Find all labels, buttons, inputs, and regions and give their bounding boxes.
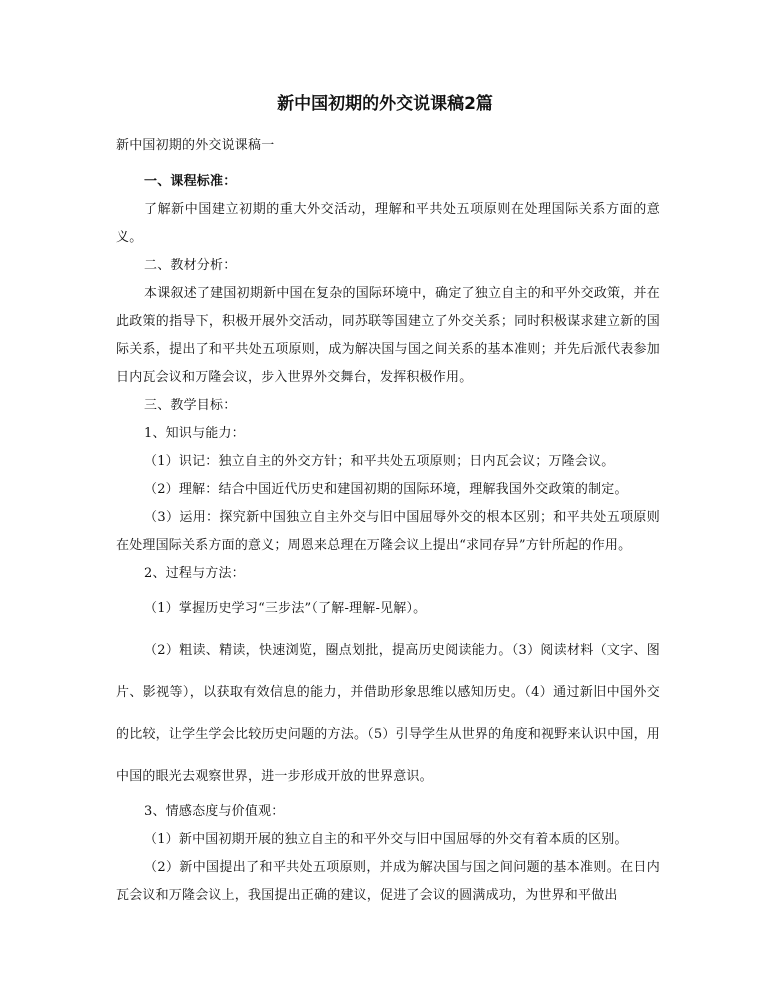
- paragraph-curriculum-standard: 了解新中国建立初期的重大外交活动，理解和平共处五项原则在处理国际关系方面的意义。: [116, 202, 660, 245]
- list-item-emotion-1: （1）新中国初期开展的独立自主的和平外交与旧中国屈辱的外交有着本质的区别。: [144, 832, 628, 847]
- list-item-knowledge-3: （3）运用：探究新中国独立自主外交与旧中国屈辱外交的根本区别；和平共处五项原则在处理国际关系方面的意义；周恩来总理在万隆会议上提出“求同存异”方针所起的作用。: [116, 510, 660, 553]
- subheading-knowledge-ability: 1、知识与能力：: [144, 426, 245, 441]
- document-title: 新中国初期的外交说课稿2篇: [277, 94, 493, 114]
- list-item-knowledge-2: （2）理解：结合中国近代历史和建国初期的国际环境，理解我国外交政策的制定。: [144, 482, 628, 497]
- section-heading-teaching-goals: 三、教学目标：: [144, 398, 237, 413]
- document-subtitle: 新中国初期的外交说课稿一: [116, 138, 275, 153]
- section-heading-curriculum-standard: 一、课程标准：: [144, 174, 237, 189]
- list-item-emotion-2: （2）新中国提出了和平共处五项原则，并成为解决国与国之间问题的基本准则。在日内瓦会议和万隆会议上，我国提出正确的建议，促进了会议的圆满成功，为世界和平做出: [116, 860, 660, 903]
- list-item-process-2: （2）粗读、精读，快速浏览，圈点划批，提高历史阅读能力。（3）阅读材料（文字、图片、影视等），以获取有效信息的能力，并借助形象思维以感知历史。（4）通过新旧中国外交的比较，让学生学会比较历史问题的方法。（5）引导学生从世界的角度和视野来认识中国，用中国的眼光去观察世界，进一步形成开放的世界意识。: [116, 643, 660, 784]
- list-item-process-1: （1）掌握历史学习“三步法”（了解-理解-见解）。: [144, 601, 427, 616]
- section-heading-textbook-analysis: 二、教材分析：: [144, 258, 237, 273]
- paragraph-textbook-analysis: 本课叙述了建国初期新中国在复杂的国际环境中，确定了独立自主的和平外交政策，并在此政策的指导下，积极开展外交活动，同苏联等国建立了外交关系；同时积极谋求建立新的国际关系，提出了和平共处五项原则，成为解决国与国之间关系的基本准则；并先后派代表参加日内瓦会议和万隆会议，步入世界外交舞台，发挥积极作用。: [116, 286, 660, 385]
- subheading-process-method: 2、过程与方法：: [144, 566, 245, 581]
- list-item-knowledge-1: （1）识记：独立自主的外交方针；和平共处五项原则；日内瓦会议；万隆会议。: [144, 454, 615, 469]
- subheading-emotion-values: 3、情感态度与价值观：: [144, 804, 285, 819]
- document-body: [116, 132, 660, 910]
